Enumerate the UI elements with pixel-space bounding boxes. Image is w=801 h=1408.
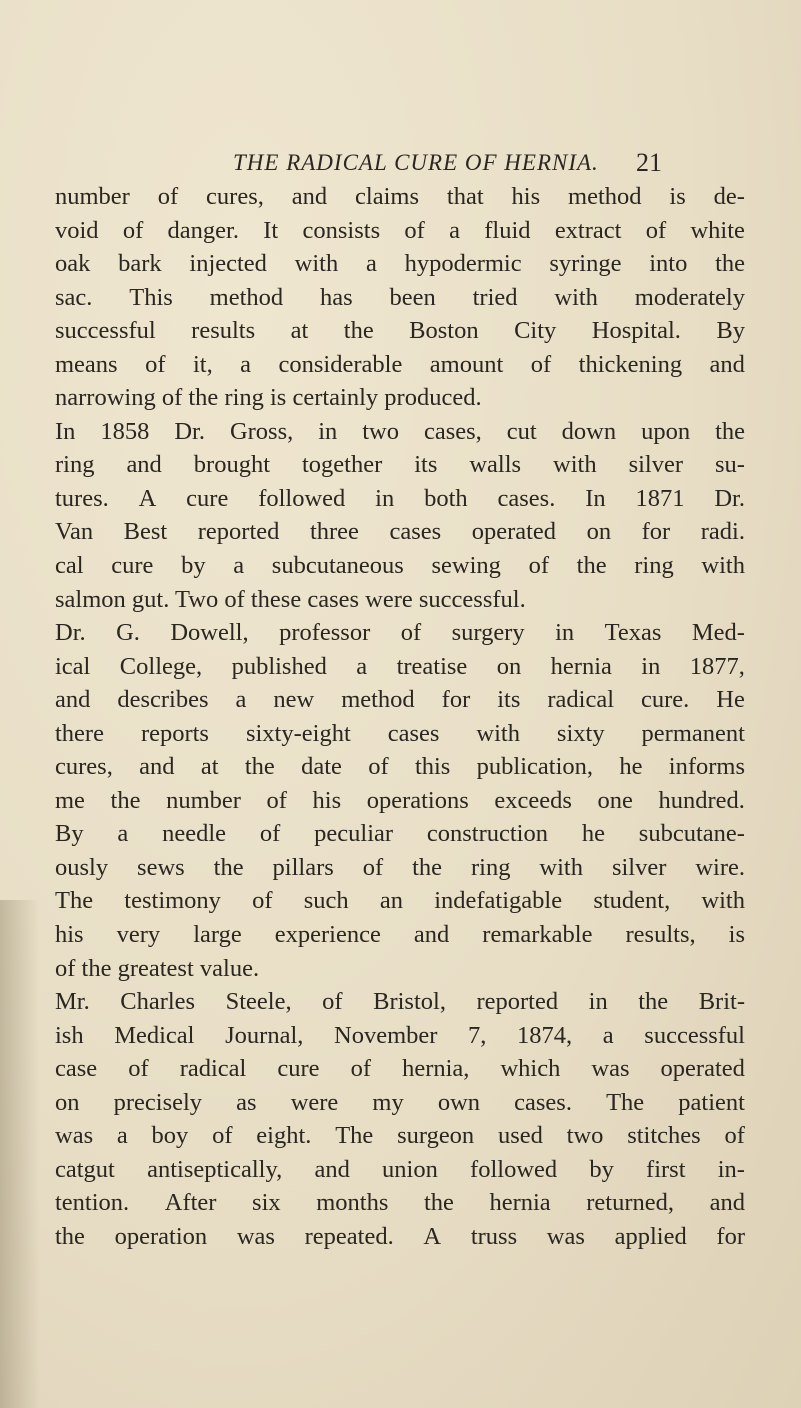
text-line: cal cure by a subcutaneous sewing of the ring with (55, 552, 745, 580)
page-edge-shadow (0, 900, 40, 1408)
text-line: of the greatest value. (55, 954, 260, 982)
text-line: and describes a new method for its radical cure. He (55, 686, 745, 714)
text-line: narrowing of the ring is certainly produced. (55, 384, 482, 412)
text-line: By a needle of peculiar construction he subcutane- (55, 820, 745, 848)
text-line: means of it, a considerable amount of thickening and (55, 350, 745, 378)
text-line: tures. A cure followed in both cases. In 1871 Dr. (55, 484, 745, 512)
text-line: number of cures, and claims that his method is de- (55, 183, 745, 210)
body-text (55, 180, 745, 1254)
text-line: ical College, published a treatise on hernia in 1877, (55, 652, 745, 680)
text-line: the operation was repeated. A truss was applied for (55, 1222, 745, 1250)
text-line: ously sews the pillars of the ring with silver wire. (55, 853, 745, 881)
text-line: In 1858 Dr. Gross, in two cases, cut down upon the (55, 417, 745, 445)
text-line: his very large experience and remarkable results, is (55, 921, 745, 949)
text-line: case of radical cure of hernia, which was operated (55, 1055, 745, 1083)
text-line: there reports sixty-eight cases with sixty permanent (55, 719, 745, 747)
text-line: Dr. G. Dowell, professor of surgery in Texas Med- (55, 619, 745, 647)
text-line: oak bark injected with a hypodermic syringe into the (55, 250, 745, 278)
running-title: THE RADICAL CURE OF HERNIA. (233, 150, 599, 175)
text-line: cures, and at the date of this publication, he informs (55, 753, 745, 781)
text-line: on precisely as were my own cases. The patient (55, 1088, 745, 1116)
text-line: was a boy of eight. The surgeon used two stitches of (55, 1122, 745, 1150)
text-line: Van Best reported three cases operated on for radi. (55, 518, 745, 546)
text-line: successful results at the Boston City Hospital. By (55, 317, 745, 345)
text-line: void of danger. It consists of a fluid extract of white (55, 216, 745, 244)
text-line: tention. After six months the hernia returned, and (55, 1189, 745, 1217)
text-line: salmon gut. Two of these cases were successful. (55, 585, 526, 613)
text-line: The testimony of such an indefatigable student, with (55, 887, 745, 915)
text-line: me the number of his operations exceeds one hundred. (55, 786, 745, 814)
page-number: 21 (636, 148, 662, 177)
text-line: catgut antiseptically, and union followed by first in- (55, 1155, 745, 1183)
text-line: ish Medical Journal, November 7, 1874, a successful (55, 1021, 745, 1049)
text-line: Mr. Charles Steele, of Bristol, reported in the Brit- (55, 988, 745, 1016)
text-line: ring and brought together its walls with silver su- (55, 451, 745, 479)
text-line: sac. This method has been tried with moderately (55, 283, 745, 311)
